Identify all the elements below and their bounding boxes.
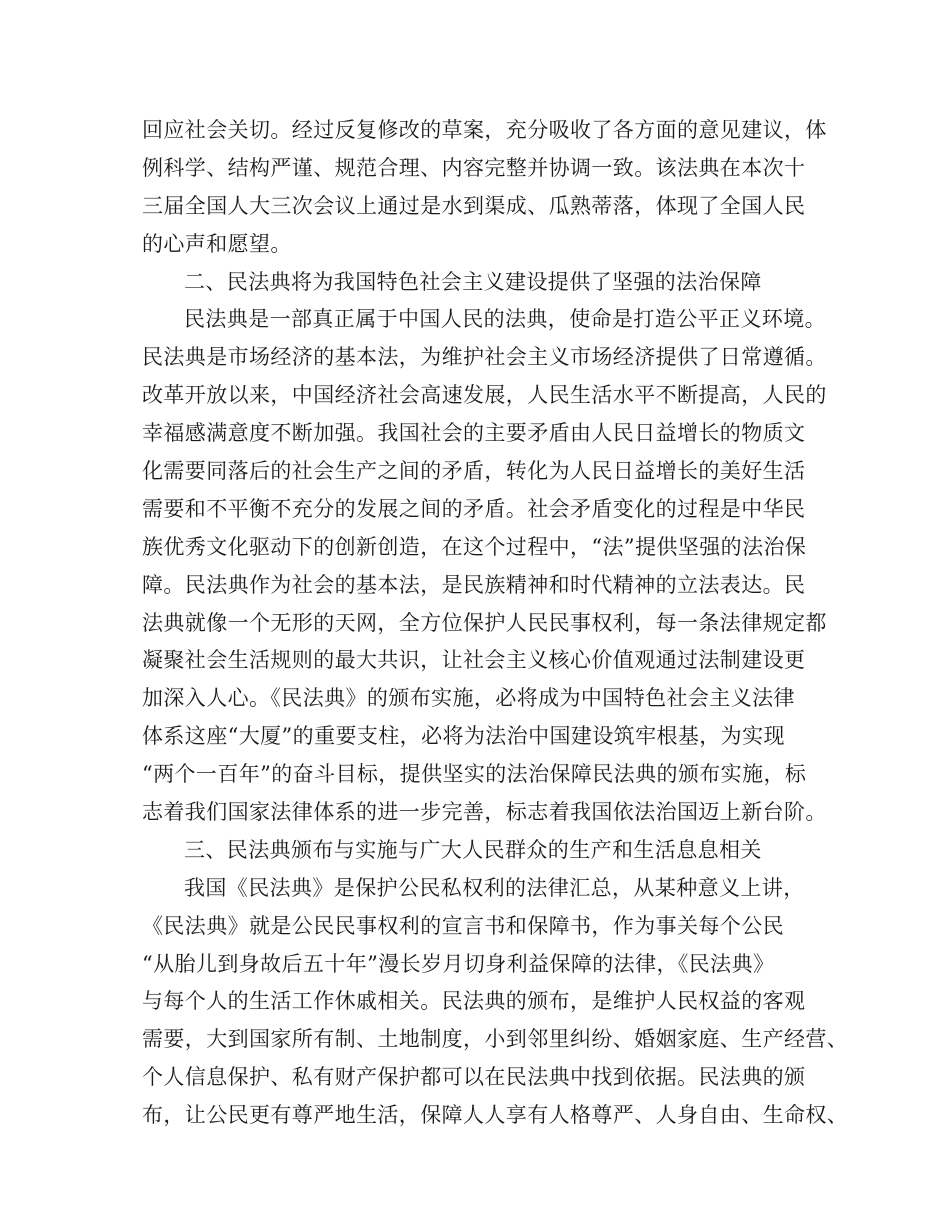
text-line: 凝聚社会生活规则的最大共识，让社会主义核心价值观通过法制建设更 [142,648,806,673]
text-line: 族优秀文化驱动下的创新创造，在这个过程中，“法”提供坚强的法治保 [142,534,807,559]
paragraph-first-line: 二、民法典将为我国特色社会主义建设提供了坚强的法治保障 [184,269,762,294]
text-line: 化需要同落后的社会生产之间的矛盾，转化为人民日益增长的美好生活 [142,459,806,484]
paragraph-first-line: 三、民法典颁布与实施与广大人民群众的生产和生活息息相关 [184,837,762,862]
text-line: 回应社会关切。经过反复修改的草案，充分吸收了各方面的意见建议，体 [142,118,827,142]
text-line: “从胎儿到身故后五十年”漫长岁月切身利益保障的法律，《民法典》 [142,951,775,976]
paragraph-first-line: 民法典是一部真正属于中国人民的法典，使命是打造公平正义环境。 [184,307,826,332]
text-line: 个人信息保护、私有财产保护都可以在民法典中找到依据。民法典的颁 [142,1065,806,1090]
text-line: 志着我们国家法律体系的进一步完善，标志着我国依法治国迈上新台阶。 [142,800,827,825]
text-line: 体系这座“大厦”的重要支柱，必将为法治中国建设筑牢根基，为实现 [142,724,785,749]
text-line: 障。民法典作为社会的基本法，是民族精神和时代精神的立法表达。民 [142,572,806,597]
text-line: 改革开放以来，中国经济社会高速发展，人民生活水平不断提高，人民的 [142,383,827,408]
text-line: “两个一百年”的奋斗目标，提供坚实的法治保障民法典的颁布实施，标 [142,762,807,787]
text-line: 需要和不平衡不充分的发展之间的矛盾。社会矛盾变化的过程是中华民 [142,496,806,521]
text-line: 三届全国人大三次会议上通过是水到渠成、瓜熟蒂落，体现了全国人民 [142,193,806,218]
text-line: 的心声和愿望。 [142,231,292,256]
text-line: 需要，大到国家所有制、土地制度，小到邻里纠纷、婚姻家庭、生产经营、 [142,1027,849,1052]
text-line: 幸福感满意度不断加强。我国社会的主要矛盾由人民日益增长的物质文 [142,421,806,446]
document-body [142,112,849,1135]
text-line: 《民法典》就是公民民事权利的宣言书和保障书，作为事关每个公民 [142,913,784,938]
text-line: 例科学、结构严谨、规范合理、内容完整并协调一致。该法典在本次十 [142,155,806,180]
text-line: 民法典是市场经济的基本法，为维护社会主义市场经济提供了日常遵循。 [142,345,827,370]
text-line: 布，让公民更有尊严地生活，保障人人享有人格尊严、人身自由、生命权、 [142,1103,849,1128]
text-line: 法典就像一个无形的天网，全方位保护人民民事权利，每一条法律规定都 [142,610,827,635]
text-line: 与每个人的生活工作休戚相关。民法典的颁布，是维护人民权益的客观 [142,989,806,1014]
paragraph-first-line: 我国《民法典》是保护公民私权利的法律汇总，从某种意义上讲， [184,875,805,900]
text-line: 加深入人心。《民法典》的颁布实施，必将成为中国特色社会主义法律 [142,686,795,711]
